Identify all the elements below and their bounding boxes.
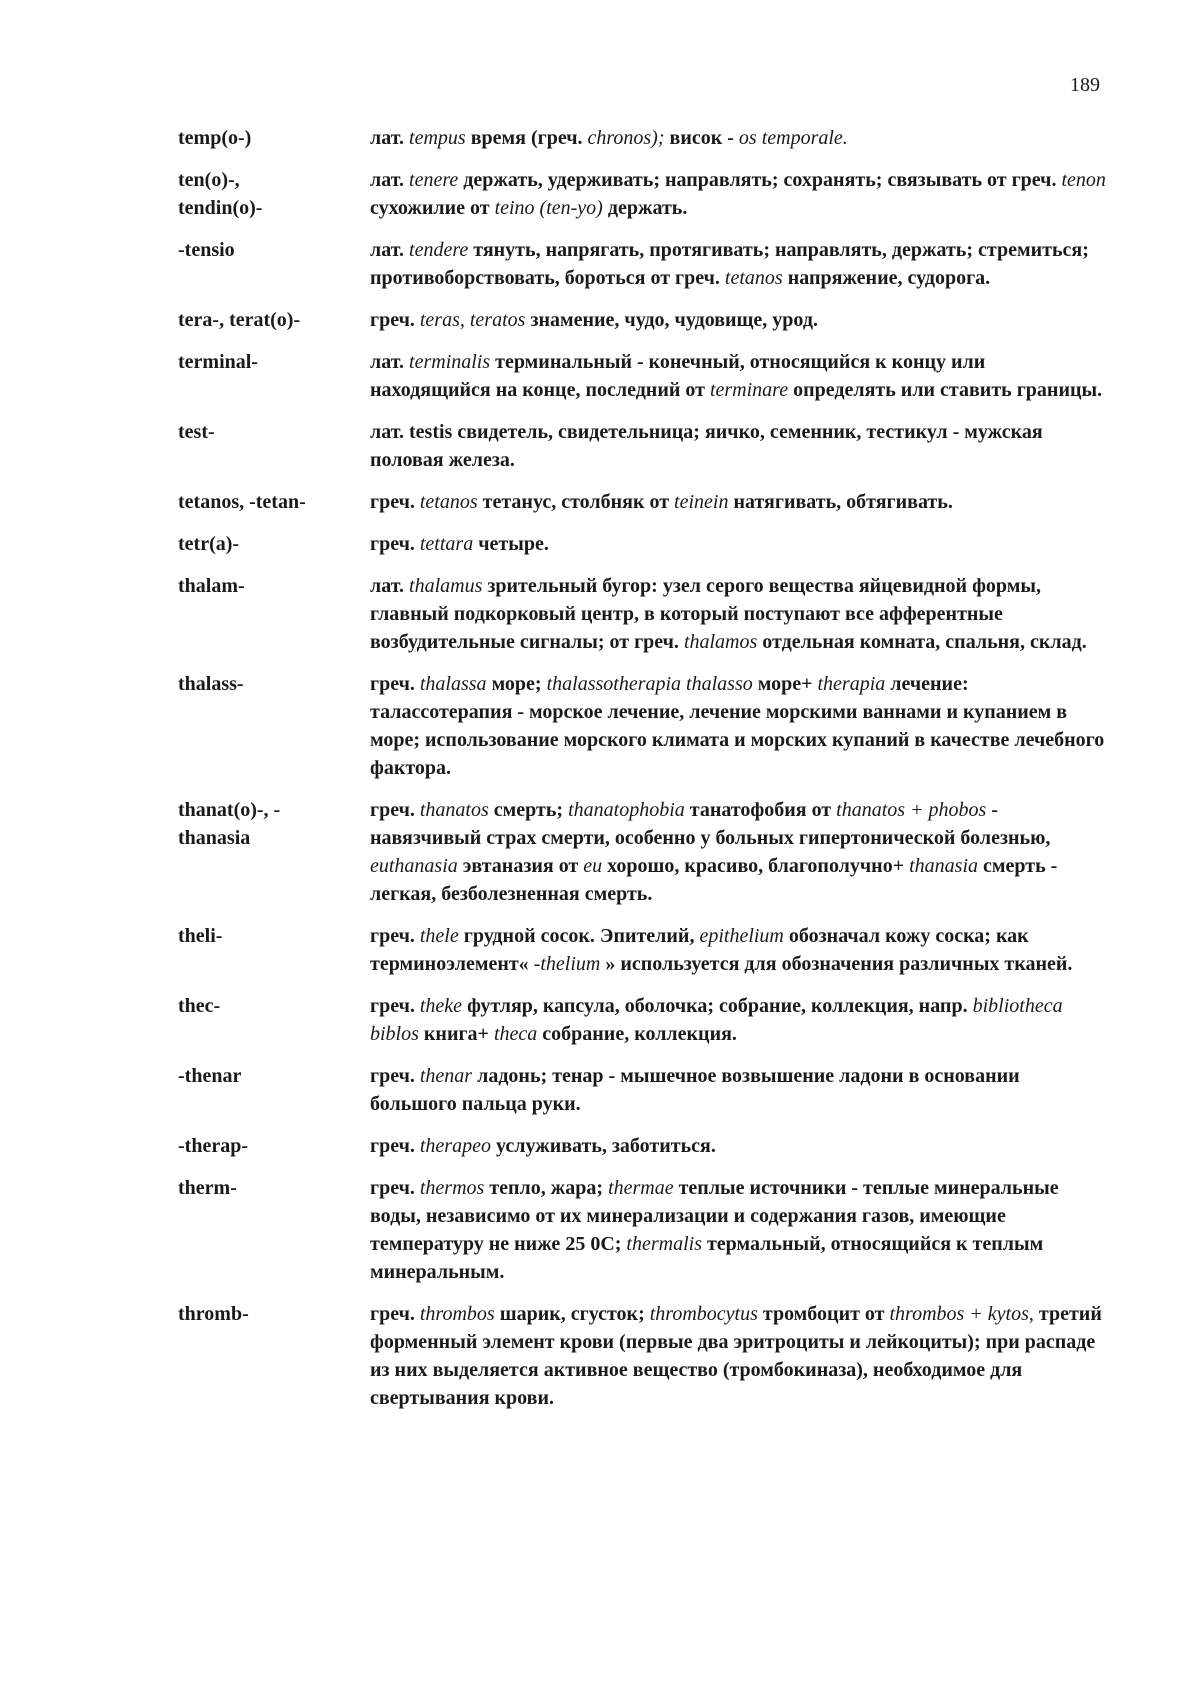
definition-bold-text: определять или ставить границы. — [788, 379, 1103, 401]
definition-bold-text: напряжение, судорога. — [782, 267, 991, 289]
definition-italic-text: thermos — [419, 1177, 485, 1199]
definition-bold-text: смерть - легкая, безболезненная смерть. — [370, 855, 1058, 905]
definition-bold-text: время (греч. — [465, 127, 588, 149]
dictionary-entry — [178, 418, 1108, 474]
definition-italic-text: tetanos — [419, 491, 478, 513]
definition-italic-text: tettara — [419, 533, 474, 555]
entry-term: ten(o)-, tendin(o)- — [178, 169, 263, 219]
definition-italic-text: thalassotherapia thalasso — [546, 673, 753, 695]
definition-italic-text: theke — [419, 995, 463, 1017]
dictionary-entry — [178, 572, 1108, 656]
definition-bold-text: греч. — [370, 309, 420, 331]
entry-definition — [370, 236, 1108, 292]
entry-definition — [370, 670, 1108, 782]
entry-definition — [370, 530, 1108, 558]
definition-italic-text: epithelium — [699, 925, 784, 947]
definition-italic-text: tetanos — [724, 267, 783, 289]
entry-term: thalam- — [178, 575, 245, 597]
page-number: 189 — [1070, 74, 1100, 96]
definition-bold-text: держать, удерживать; направлять; сохранять; связывать от греч. — [458, 169, 1062, 191]
definition-italic-text: thermae — [608, 1177, 674, 1199]
definition-italic-text: thalassa — [419, 673, 487, 695]
definition-italic-text: terminare — [709, 379, 789, 401]
entry-term: thanat(o)-, - thanasia — [178, 799, 281, 849]
definition-italic-text: chronos); — [587, 127, 665, 149]
dictionary-entry — [178, 124, 1108, 152]
definition-bold-text: тепло, жара; — [484, 1177, 609, 1199]
definition-bold-text: натягивать, обтягивать. — [728, 491, 953, 513]
definition-bold-text: зрительный бугор: узел серого вещества яйцевидной формы, главный подкорковый центр, в который поступают все афферентные возбудительные сигналы; от греч. — [370, 575, 1041, 653]
definition-italic-text: tempus — [409, 127, 466, 149]
dictionary-entry — [178, 1132, 1108, 1160]
definition-italic-text: teras, teratos — [419, 309, 526, 331]
dictionary-entry — [178, 992, 1108, 1048]
entry-definition — [370, 306, 1108, 334]
dictionary-entry — [178, 166, 1108, 222]
definition-bold-text: греч. — [370, 1303, 420, 1325]
definition-bold-text: лечение: талассотерапия - морское лечение, лечение морскими ваннами и купанием в море; использование морского климата и морских купаний в качестве лечебного фактора. — [370, 673, 1105, 779]
definition-bold-text: книга+ — [418, 1023, 494, 1045]
definition-bold-text: греч. — [370, 995, 420, 1017]
entry-definition — [370, 166, 1108, 222]
dictionary-entry — [178, 1300, 1108, 1412]
entry-term: thromb- — [178, 1303, 249, 1325]
definition-bold-text: обозначал кожу соска; как терминоэлемент« — [370, 925, 1029, 975]
definition-bold-text: лат. — [370, 575, 410, 597]
entry-definition — [370, 992, 1108, 1048]
entry-term: theli- — [178, 925, 223, 947]
definition-bold-text: теплые источники - теплые минеральные воды, независимо от их минерализации и содержания газов, имеющие температуру не ниже 25 0С; — [370, 1177, 1059, 1255]
dictionary-entry — [178, 530, 1108, 558]
definition-italic-text: teino (ten-yo) — [494, 197, 603, 219]
definition-bold-text: » используется для обозначения различных тканей. — [600, 953, 1073, 975]
definition-bold-text: грудной сосок. Эпителий, — [458, 925, 700, 947]
dictionary-entry — [178, 306, 1108, 334]
definition-italic-text: therapeo — [419, 1135, 491, 1157]
definition-bold-text: футляр, капсула, оболочка; собрание, коллекция, напр. — [462, 995, 973, 1017]
definition-italic-text: os temporale. — [738, 127, 848, 149]
definition-italic-text: tenere — [409, 169, 459, 191]
definition-bold-text: греч. — [370, 673, 420, 695]
definition-italic-text: thanatos — [419, 799, 489, 821]
definition-italic-text: thermalis — [626, 1233, 702, 1255]
definition-italic-text: thanasia — [909, 855, 979, 877]
definition-italic-text: eu — [583, 855, 603, 877]
definition-italic-text: tenon — [1061, 169, 1106, 191]
dictionary-entry — [178, 236, 1108, 292]
definition-italic-text: tendere — [409, 239, 469, 261]
definition-bold-text: эвтаназия от — [457, 855, 584, 877]
definition-bold-text: греч. — [370, 1135, 420, 1157]
entry-definition — [370, 1132, 1108, 1160]
definition-italic-text: thanatophobia — [568, 799, 685, 821]
definition-bold-text: греч. — [370, 799, 420, 821]
definition-italic-text: terminalis — [409, 351, 491, 373]
definition-bold-text: лат. — [370, 239, 410, 261]
definition-italic-text: thele — [419, 925, 459, 947]
definition-bold-text: тянуть, напрягать, протягивать; направлять, держать; стремиться; противоборствовать, бороться от греч. — [370, 239, 1089, 289]
definition-italic-text: thalamus — [409, 575, 483, 597]
definition-bold-text: лат. testis свидетель, свидетельница; яичко, семенник, тестикул - мужская половая железа. — [370, 421, 1043, 471]
dictionary-entry — [178, 1062, 1108, 1118]
entry-term: terminal- — [178, 351, 258, 373]
entry-term: therm- — [178, 1177, 237, 1199]
definition-bold-text: тромбоцит от — [757, 1303, 890, 1325]
dictionary-entry — [178, 348, 1108, 404]
entry-definition — [370, 488, 1108, 516]
definition-italic-text: thrombos + kytos, — [889, 1303, 1034, 1325]
entry-definition — [370, 1062, 1108, 1118]
definition-bold-text: ладонь; тенар - мышечное возвышение ладони в основании большого пальца руки. — [370, 1065, 1020, 1115]
definition-bold-text: висок - — [664, 127, 739, 149]
entry-term: temp(o-) — [178, 127, 252, 149]
definition-italic-text: thenar — [419, 1065, 473, 1087]
dictionary-entry — [178, 796, 1108, 908]
entry-term: thec- — [178, 995, 221, 1017]
definition-bold-text: четыре. — [473, 533, 549, 555]
definition-bold-text: держать. — [602, 197, 688, 219]
definition-bold-text: собрание, коллекция. — [537, 1023, 737, 1045]
definition-bold-text: терминальный - конечный, относящийся к концу или находящийся на конце, последний от — [370, 351, 986, 401]
entry-definition — [370, 348, 1108, 404]
definition-bold-text: знамение, чудо, чудовище, урод. — [525, 309, 818, 331]
definition-bold-text: - навязчивый страх смерти, особенно у больных гипертонической болезнью, — [370, 799, 1051, 849]
definition-bold-text: море; — [486, 673, 547, 695]
definition-italic-text: thalamos — [683, 631, 758, 653]
definition-bold-text: третий форменный элемент крови (первые два эритроциты и лейкоциты); при распаде из них выделяется активное вещество (тромбокиназа), необходимое для свертывания крови. — [370, 1303, 1102, 1409]
definition-italic-text: thrombos — [419, 1303, 495, 1325]
definition-italic-text: thrombocytus — [649, 1303, 758, 1325]
definition-italic-text: -thelium — [533, 953, 601, 975]
definition-bold-text: термальный, относящийся к теплым минеральным. — [370, 1233, 1044, 1283]
definition-italic-text: euthanasia — [370, 855, 458, 877]
definition-bold-text: греч. — [370, 533, 420, 555]
definition-bold-text: танатофобия от — [684, 799, 837, 821]
definition-bold-text: смерть; — [488, 799, 569, 821]
entry-term: -thenar — [178, 1065, 242, 1087]
definition-bold-text: хорошо, красиво, благополучно+ — [602, 855, 910, 877]
dictionary-entry — [178, 922, 1108, 978]
definition-bold-text: шарик, сгусток; — [494, 1303, 650, 1325]
entry-definition — [370, 796, 1108, 908]
entry-definition — [370, 922, 1108, 978]
definition-bold-text: греч. — [370, 1177, 420, 1199]
dictionary-entry — [178, 488, 1108, 516]
entry-definition — [370, 1174, 1108, 1286]
definition-bold-text: услуживать, заботиться. — [490, 1135, 716, 1157]
entry-definition — [370, 418, 1108, 474]
definition-bold-text: сухожилие от — [370, 197, 495, 219]
definition-bold-text: лат. — [370, 127, 410, 149]
dictionary-entry — [178, 670, 1108, 782]
definition-italic-text: teinein — [674, 491, 729, 513]
definition-bold-text: лат. — [370, 351, 410, 373]
entry-term: tera-, terat(o)- — [178, 309, 301, 331]
definition-bold-text: греч. — [370, 491, 420, 513]
definition-bold-text: лат. — [370, 169, 410, 191]
definition-italic-text: therapia — [817, 673, 886, 695]
definition-bold-text: греч. — [370, 1065, 420, 1087]
entry-term: -therap- — [178, 1135, 248, 1157]
entry-definition — [370, 1300, 1108, 1412]
entry-definition — [370, 572, 1108, 656]
entry-term: test- — [178, 421, 215, 443]
entry-term: tetanos, -tetan- — [178, 491, 306, 513]
definition-bold-text: море+ — [752, 673, 818, 695]
entry-term: tetr(a)- — [178, 533, 240, 555]
dictionary-entry — [178, 1174, 1108, 1286]
definition-bold-text: греч. — [370, 925, 420, 947]
definition-italic-text: bibliotheca biblos — [370, 995, 1063, 1045]
entry-term: -tensio — [178, 239, 235, 261]
definition-italic-text: theca — [493, 1023, 538, 1045]
entry-term: thalass- — [178, 673, 244, 695]
entry-definition — [370, 124, 1108, 152]
definition-italic-text: thanatos + phobos — [836, 799, 987, 821]
definition-bold-text: тетанус, столбняк от — [477, 491, 675, 513]
dictionary-entries — [178, 124, 1108, 1426]
definition-bold-text: отдельная комната, спальня, склад. — [757, 631, 1087, 653]
